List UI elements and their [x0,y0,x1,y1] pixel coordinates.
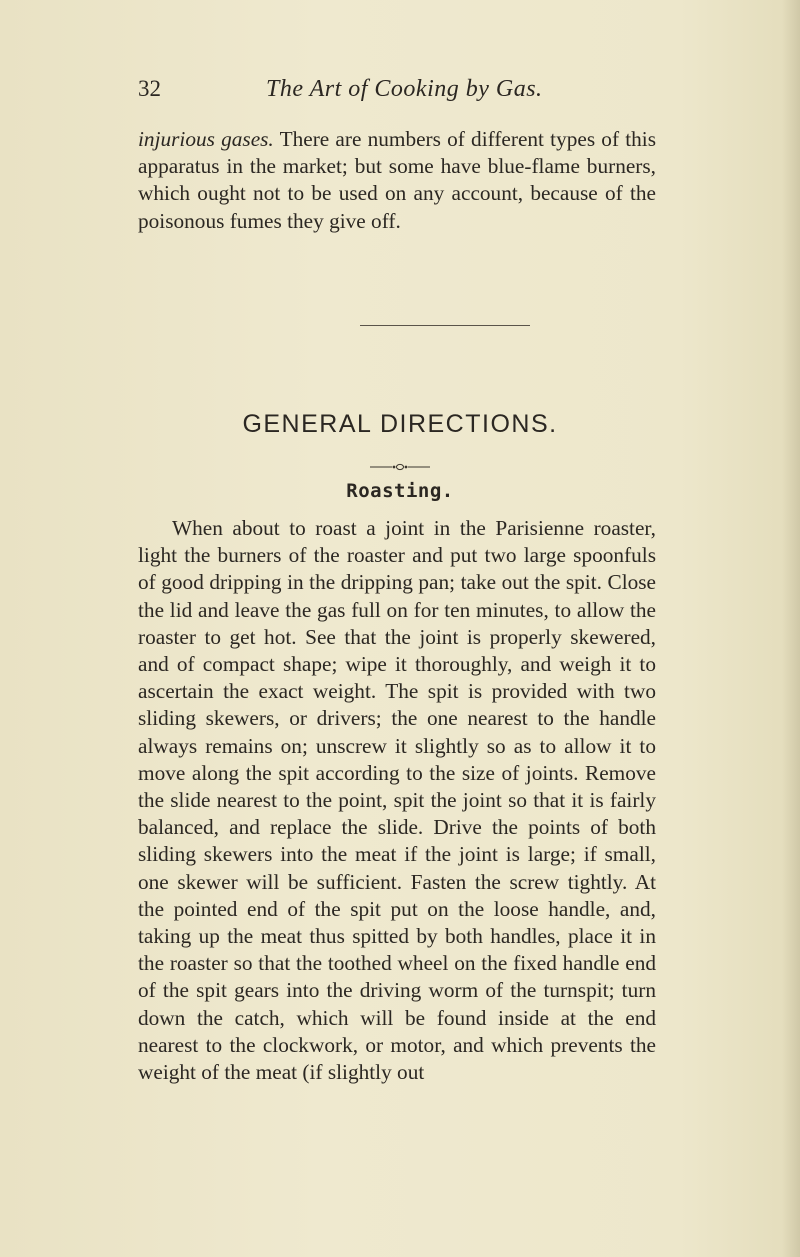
running-head: The Art of Cooking by Gas. [266,76,543,102]
roasting-paragraph: When about to roast a joint in the Parisienne roaster, light the burners of the roaster and put two large spoonfuls of good dripping in the dripping pan; take out the spit. Close the lid and leave the gas full on for ten minutes, to allow the roaster to get hot. See that the joint is properly skewered, and of compact shape; wipe it thoroughly, and weigh it to ascertain the exact weight. The spit is provided with two sliding skewers, or drivers; the one nearest to the handle always remains on; unscrew it slightly so as to allow it to move along the spit according to the size of joints. Remove the slide nearest to the point, spit the joint so that it is fairly balanced, and replace the slide. Drive the points of both sliding skewers into the meat if the joint is large; if small, one skewer will be sufficient. Fasten the screw tightly. At the pointed end of the spit put on the loose handle, and, taking up the meat thus spitted by both handles, place it in the roaster so that the toothed wheel on the fixed handle end of the spit gears into the driving worm of the turnspit; turn down the catch, which will be found inside at the end nearest to the clockwork, or motor, and which prevents the weight of the meat (if slightly out [138,516,656,1085]
ornament-divider [370,462,430,472]
intro-lead-phrase: injurious gases. [138,127,274,151]
subheading-roasting: Roasting. [346,480,454,502]
page-number: 32 [138,76,161,101]
page-header [138,76,658,106]
intro-paragraph-text: There are numbers of different types of this apparatus in the market; but some have blue-flame burners, which ought not to be used on any account, because of the poisonous fumes they give off. [138,127,656,233]
section-divider-rule [360,325,530,326]
intro-paragraph [138,126,656,235]
section-title: GENERAL DIRECTIONS. [242,410,558,438]
